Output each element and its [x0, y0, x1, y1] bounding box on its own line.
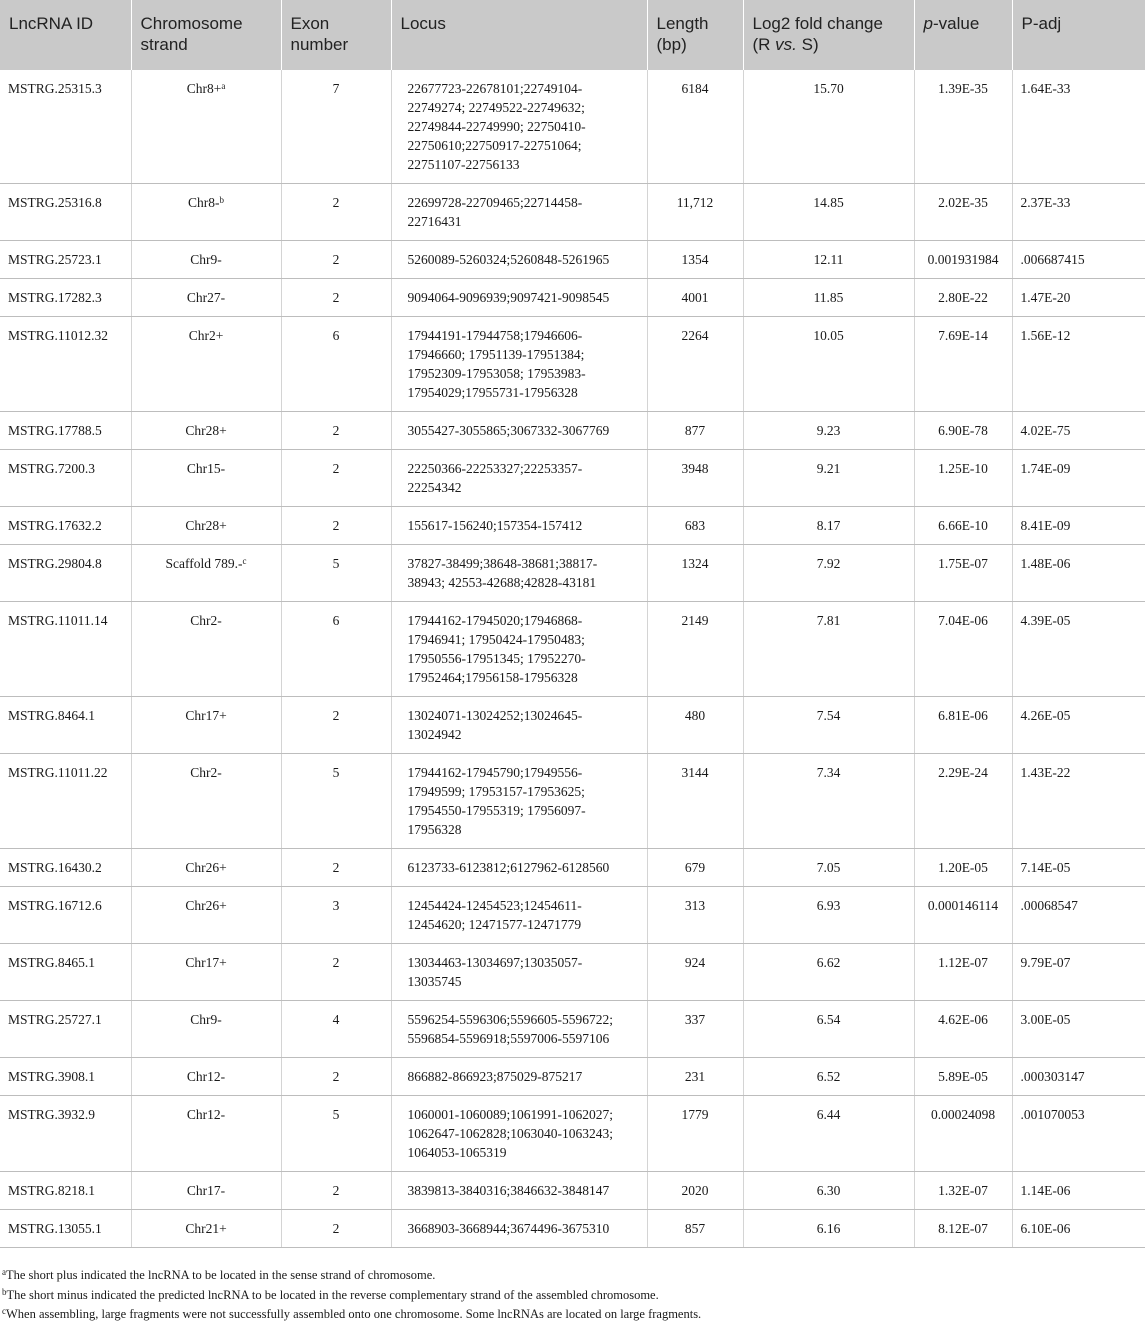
- chromosome-value: Chr21+: [185, 1221, 227, 1236]
- chromosome-value: Chr17+: [185, 708, 227, 723]
- cell-p-adj: 1.64E-33: [1012, 70, 1145, 184]
- cell-p-adj: 1.48E-06: [1012, 545, 1145, 602]
- cell-lncrna-id: MSTRG.7200.3: [0, 450, 131, 507]
- chromosome-value: Chr28+: [185, 518, 227, 533]
- table-row: [0, 184, 1145, 241]
- cell-exon-number: 2: [281, 1210, 391, 1248]
- table-row: [0, 1096, 1145, 1172]
- cell-length: 337: [647, 1001, 743, 1058]
- cell-exon-number: 5: [281, 754, 391, 849]
- chromosome-value: Chr26+: [185, 860, 227, 875]
- table-row: [0, 317, 1145, 412]
- cell-locus: 22677723-22678101;22749104-22749274; 22749522-22749632; 22749844-22749990; 22750410-22750610;22750917-22751064; 22751107-22756133: [391, 70, 647, 184]
- chromosome-value: Chr17+: [185, 955, 227, 970]
- chromosome-value: Chr8+: [186, 81, 222, 96]
- cell-exon-number: 2: [281, 507, 391, 545]
- cell-lncrna-id: MSTRG.17788.5: [0, 412, 131, 450]
- cell-locus: 13024071-13024252;13024645-13024942: [391, 697, 647, 754]
- cell-log2-fold-change: 6.93: [743, 887, 914, 944]
- cell-p-value: 1.75E-07: [914, 545, 1012, 602]
- cell-locus: 5596254-5596306;5596605-5596722; 5596854-5596918;5597006-5597106: [391, 1001, 647, 1058]
- cell-locus: 3839813-3840316;3846632-3848147: [391, 1172, 647, 1210]
- cell-length: 2264: [647, 317, 743, 412]
- cell-locus: 1060001-1060089;1061991-1062027; 1062647-1062828;1063040-1063243; 1064053-1065319: [391, 1096, 647, 1172]
- cell-log2-fold-change: 7.05: [743, 849, 914, 887]
- cell-log2-fold-change: 7.54: [743, 697, 914, 754]
- cell-lncrna-id: MSTRG.8464.1: [0, 697, 131, 754]
- cell-locus: 3055427-3055865;3067332-3067769: [391, 412, 647, 450]
- cell-length: 1354: [647, 241, 743, 279]
- table-row: [0, 1001, 1145, 1058]
- cell-p-adj: 3.00E-05: [1012, 1001, 1145, 1058]
- cell-locus: 17944162-17945790;17949556-17949599; 17953157-17953625; 17954550-17955319; 17956097-17956328: [391, 754, 647, 849]
- cell-p-value: 6.81E-06: [914, 697, 1012, 754]
- cell-lncrna-id: MSTRG.13055.1: [0, 1210, 131, 1248]
- cell-p-adj: 1.56E-12: [1012, 317, 1145, 412]
- cell-log2-fold-change: 6.62: [743, 944, 914, 1001]
- cell-lncrna-id: MSTRG.3908.1: [0, 1058, 131, 1096]
- cell-exon-number: 2: [281, 849, 391, 887]
- footnote-marker: c: [242, 556, 247, 566]
- cell-length: 1779: [647, 1096, 743, 1172]
- cell-locus: 5260089-5260324;5260848-5261965: [391, 241, 647, 279]
- footnote-text: The short minus indicated the predicted lncRNA to be located in the reverse complementary strand of the assembled chromosome.: [6, 1287, 659, 1302]
- cell-p-value: 1.20E-05: [914, 849, 1012, 887]
- cell-lncrna-id: MSTRG.16712.6: [0, 887, 131, 944]
- cell-exon-number: 2: [281, 1058, 391, 1096]
- footnote-marker: b: [2, 1286, 7, 1297]
- cell-p-value: 7.04E-06: [914, 602, 1012, 697]
- header-p-value: p-value: [914, 0, 1012, 70]
- cell-chromosome-strand: [131, 1210, 281, 1248]
- cell-p-value: 1.25E-10: [914, 450, 1012, 507]
- table-row: [0, 279, 1145, 317]
- cell-p-adj: 2.37E-33: [1012, 184, 1145, 241]
- cell-exon-number: 2: [281, 450, 391, 507]
- table-row: [0, 887, 1145, 944]
- cell-locus: 13034463-13034697;13035057-13035745: [391, 944, 647, 1001]
- header-locus: Locus: [391, 0, 647, 70]
- cell-p-value: 2.29E-24: [914, 754, 1012, 849]
- cell-log2-fold-change: 6.54: [743, 1001, 914, 1058]
- chromosome-value: Chr27-: [186, 290, 226, 305]
- table-row: [0, 697, 1145, 754]
- cell-chromosome-strand: [131, 1096, 281, 1172]
- chromosome-value: Chr15-: [186, 461, 226, 476]
- footnote-text: When assembling, large fragments were not successfully assembled onto one chromosome. Some lncRNAs are located on large fragments.: [6, 1307, 702, 1321]
- cell-log2-fold-change: 7.92: [743, 545, 914, 602]
- cell-locus: 17944162-17945020;17946868-17946941; 17950424-17950483; 17950556-17951345; 17952270-17952464;17956158-17956328: [391, 602, 647, 697]
- cell-p-value: 7.69E-14: [914, 317, 1012, 412]
- cell-p-adj: 8.41E-09: [1012, 507, 1145, 545]
- chromosome-value: Chr12-: [186, 1069, 226, 1084]
- cell-exon-number: 2: [281, 184, 391, 241]
- cell-chromosome-strand: [131, 754, 281, 849]
- cell-p-value: 4.62E-06: [914, 1001, 1012, 1058]
- cell-lncrna-id: MSTRG.17282.3: [0, 279, 131, 317]
- cell-exon-number: 5: [281, 1096, 391, 1172]
- cell-log2-fold-change: 7.81: [743, 602, 914, 697]
- cell-length: 231: [647, 1058, 743, 1096]
- cell-length: 2020: [647, 1172, 743, 1210]
- table-row: [0, 602, 1145, 697]
- cell-lncrna-id: MSTRG.11011.14: [0, 602, 131, 697]
- table-row: [0, 754, 1145, 849]
- cell-chromosome-strand: [131, 887, 281, 944]
- cell-lncrna-id: MSTRG.3932.9: [0, 1096, 131, 1172]
- cell-p-adj: 7.14E-05: [1012, 849, 1145, 887]
- cell-p-value: 6.66E-10: [914, 507, 1012, 545]
- cell-length: 3144: [647, 754, 743, 849]
- cell-log2-fold-change: 12.11: [743, 241, 914, 279]
- cell-length: 1324: [647, 545, 743, 602]
- cell-log2-fold-change: 14.85: [743, 184, 914, 241]
- chromosome-value: Chr9-: [190, 1012, 222, 1027]
- cell-locus: 3668903-3668944;3674496-3675310: [391, 1210, 647, 1248]
- cell-exon-number: 2: [281, 241, 391, 279]
- header-exon-number: Exon number: [281, 0, 391, 70]
- chromosome-value: Chr17-: [186, 1183, 226, 1198]
- cell-p-adj: 9.79E-07: [1012, 944, 1145, 1001]
- table-row: [0, 1172, 1145, 1210]
- cell-length: 11,712: [647, 184, 743, 241]
- cell-chromosome-strand: [131, 70, 281, 184]
- cell-log2-fold-change: 6.16: [743, 1210, 914, 1248]
- cell-locus: 17944191-17944758;17946606-17946660; 17951139-17951384; 17952309-17953058; 17953983-17954029;17955731-17956328: [391, 317, 647, 412]
- cell-length: 4001: [647, 279, 743, 317]
- table-row: [0, 412, 1145, 450]
- cell-length: 679: [647, 849, 743, 887]
- cell-lncrna-id: MSTRG.16430.2: [0, 849, 131, 887]
- table-body: [0, 70, 1145, 1248]
- cell-exon-number: 2: [281, 697, 391, 754]
- chromosome-value: Chr9-: [190, 252, 222, 267]
- cell-p-value: 1.12E-07: [914, 944, 1012, 1001]
- table-row: [0, 507, 1145, 545]
- cell-p-adj: 4.39E-05: [1012, 602, 1145, 697]
- cell-chromosome-strand: [131, 184, 281, 241]
- cell-chromosome-strand: [131, 944, 281, 1001]
- table-row: [0, 545, 1145, 602]
- cell-locus: 12454424-12454523;12454611-12454620; 12471577-12471779: [391, 887, 647, 944]
- cell-chromosome-strand: [131, 1001, 281, 1058]
- cell-lncrna-id: MSTRG.11012.32: [0, 317, 131, 412]
- cell-locus: 155617-156240;157354-157412: [391, 507, 647, 545]
- cell-locus: 9094064-9096939;9097421-9098545: [391, 279, 647, 317]
- cell-log2-fold-change: 9.21: [743, 450, 914, 507]
- table-row: [0, 1210, 1145, 1248]
- header-chromosome-strand: Chromosome strand: [131, 0, 281, 70]
- cell-length: 683: [647, 507, 743, 545]
- chromosome-value: Chr2-: [190, 613, 222, 628]
- cell-locus: 6123733-6123812;6127962-6128560: [391, 849, 647, 887]
- table-row: [0, 241, 1145, 279]
- footnote: [2, 1266, 1142, 1286]
- cell-chromosome-strand: [131, 507, 281, 545]
- cell-p-value: 2.02E-35: [914, 184, 1012, 241]
- cell-chromosome-strand: [131, 241, 281, 279]
- cell-p-adj: 4.02E-75: [1012, 412, 1145, 450]
- cell-exon-number: 2: [281, 412, 391, 450]
- cell-log2-fold-change: 6.52: [743, 1058, 914, 1096]
- header-lncrna-id: LncRNA ID: [0, 0, 131, 70]
- footnote-marker: a: [221, 81, 226, 91]
- chromosome-value: Chr2+: [188, 328, 224, 343]
- cell-p-adj: .001070053: [1012, 1096, 1145, 1172]
- cell-lncrna-id: MSTRG.8218.1: [0, 1172, 131, 1210]
- cell-chromosome-strand: [131, 1172, 281, 1210]
- cell-p-value: 0.000146114: [914, 887, 1012, 944]
- cell-locus: 866882-866923;875029-875217: [391, 1058, 647, 1096]
- cell-log2-fold-change: 15.70: [743, 70, 914, 184]
- cell-exon-number: 6: [281, 317, 391, 412]
- chromosome-value: Chr12-: [186, 1107, 226, 1122]
- footnotes: [2, 1266, 1142, 1325]
- cell-exon-number: 3: [281, 887, 391, 944]
- header-p-adj: P-adj: [1012, 0, 1145, 70]
- cell-locus: 37827-38499;38648-38681;38817-38943; 42553-42688;42828-43181: [391, 545, 647, 602]
- chromosome-value: Chr26+: [185, 898, 227, 913]
- cell-chromosome-strand: [131, 317, 281, 412]
- cell-lncrna-id: MSTRG.8465.1: [0, 944, 131, 1001]
- cell-lncrna-id: MSTRG.25723.1: [0, 241, 131, 279]
- cell-chromosome-strand: [131, 602, 281, 697]
- cell-chromosome-strand: [131, 279, 281, 317]
- cell-log2-fold-change: 7.34: [743, 754, 914, 849]
- cell-exon-number: 7: [281, 70, 391, 184]
- cell-p-adj: .006687415: [1012, 241, 1145, 279]
- table-row: [0, 944, 1145, 1001]
- cell-exon-number: 2: [281, 1172, 391, 1210]
- cell-length: 3948: [647, 450, 743, 507]
- chromosome-value: Chr8-: [188, 195, 220, 210]
- cell-p-adj: 1.47E-20: [1012, 279, 1145, 317]
- cell-exon-number: 5: [281, 545, 391, 602]
- footnote: [2, 1286, 1142, 1306]
- table-row: [0, 450, 1145, 507]
- cell-exon-number: 4: [281, 1001, 391, 1058]
- cell-chromosome-strand: [131, 849, 281, 887]
- table-row: [0, 849, 1145, 887]
- footnote-marker: c: [2, 1306, 6, 1316]
- cell-length: 480: [647, 697, 743, 754]
- cell-exon-number: 2: [281, 279, 391, 317]
- cell-p-value: 6.90E-78: [914, 412, 1012, 450]
- cell-lncrna-id: MSTRG.11011.22: [0, 754, 131, 849]
- cell-p-value: 1.39E-35: [914, 70, 1012, 184]
- cell-log2-fold-change: 6.44: [743, 1096, 914, 1172]
- footnote-text: The short plus indicated the lncRNA to be located in the sense strand of chromosome.: [6, 1268, 436, 1282]
- cell-chromosome-strand: [131, 450, 281, 507]
- cell-log2-fold-change: 10.05: [743, 317, 914, 412]
- cell-log2-fold-change: 8.17: [743, 507, 914, 545]
- cell-p-value: 1.32E-07: [914, 1172, 1012, 1210]
- cell-p-value: 0.001931984: [914, 241, 1012, 279]
- header-log2-fold-change: Log2 fold change (R vs. S): [743, 0, 914, 70]
- cell-lncrna-id: MSTRG.25315.3: [0, 70, 131, 184]
- table-row: [0, 1058, 1145, 1096]
- cell-p-adj: 1.43E-22: [1012, 754, 1145, 849]
- cell-chromosome-strand: [131, 697, 281, 754]
- cell-p-value: 8.12E-07: [914, 1210, 1012, 1248]
- chromosome-value: Scaffold 789.-: [165, 556, 243, 571]
- cell-length: 313: [647, 887, 743, 944]
- table-header: [0, 0, 1145, 70]
- cell-locus: 22699728-22709465;22714458-22716431: [391, 184, 647, 241]
- cell-p-value: 0.00024098: [914, 1096, 1012, 1172]
- cell-p-adj: 1.74E-09: [1012, 450, 1145, 507]
- cell-p-value: 5.89E-05: [914, 1058, 1012, 1096]
- cell-p-adj: 4.26E-05: [1012, 697, 1145, 754]
- cell-p-adj: .00068547: [1012, 887, 1145, 944]
- cell-lncrna-id: MSTRG.25727.1: [0, 1001, 131, 1058]
- cell-exon-number: 6: [281, 602, 391, 697]
- cell-p-adj: 6.10E-06: [1012, 1210, 1145, 1248]
- table-row: [0, 70, 1145, 184]
- chromosome-value: Chr28+: [185, 423, 227, 438]
- cell-chromosome-strand: [131, 1058, 281, 1096]
- cell-p-adj: 1.14E-06: [1012, 1172, 1145, 1210]
- cell-exon-number: 2: [281, 944, 391, 1001]
- footnote: [2, 1305, 1142, 1325]
- cell-length: 6184: [647, 70, 743, 184]
- cell-log2-fold-change: 9.23: [743, 412, 914, 450]
- cell-chromosome-strand: [131, 412, 281, 450]
- cell-length: 877: [647, 412, 743, 450]
- cell-length: 857: [647, 1210, 743, 1248]
- cell-log2-fold-change: 11.85: [743, 279, 914, 317]
- cell-length: 2149: [647, 602, 743, 697]
- footnote-marker: a: [2, 1267, 6, 1277]
- cell-lncrna-id: MSTRG.25316.8: [0, 184, 131, 241]
- cell-chromosome-strand: [131, 545, 281, 602]
- cell-length: 924: [647, 944, 743, 1001]
- cell-log2-fold-change: 6.30: [743, 1172, 914, 1210]
- header-length: Length (bp): [647, 0, 743, 70]
- cell-p-value: 2.80E-22: [914, 279, 1012, 317]
- footnote-marker: b: [219, 195, 224, 205]
- cell-lncrna-id: MSTRG.17632.2: [0, 507, 131, 545]
- cell-lncrna-id: MSTRG.29804.8: [0, 545, 131, 602]
- cell-p-adj: .000303147: [1012, 1058, 1145, 1096]
- cell-locus: 22250366-22253327;22253357-22254342: [391, 450, 647, 507]
- chromosome-value: Chr2-: [190, 765, 222, 780]
